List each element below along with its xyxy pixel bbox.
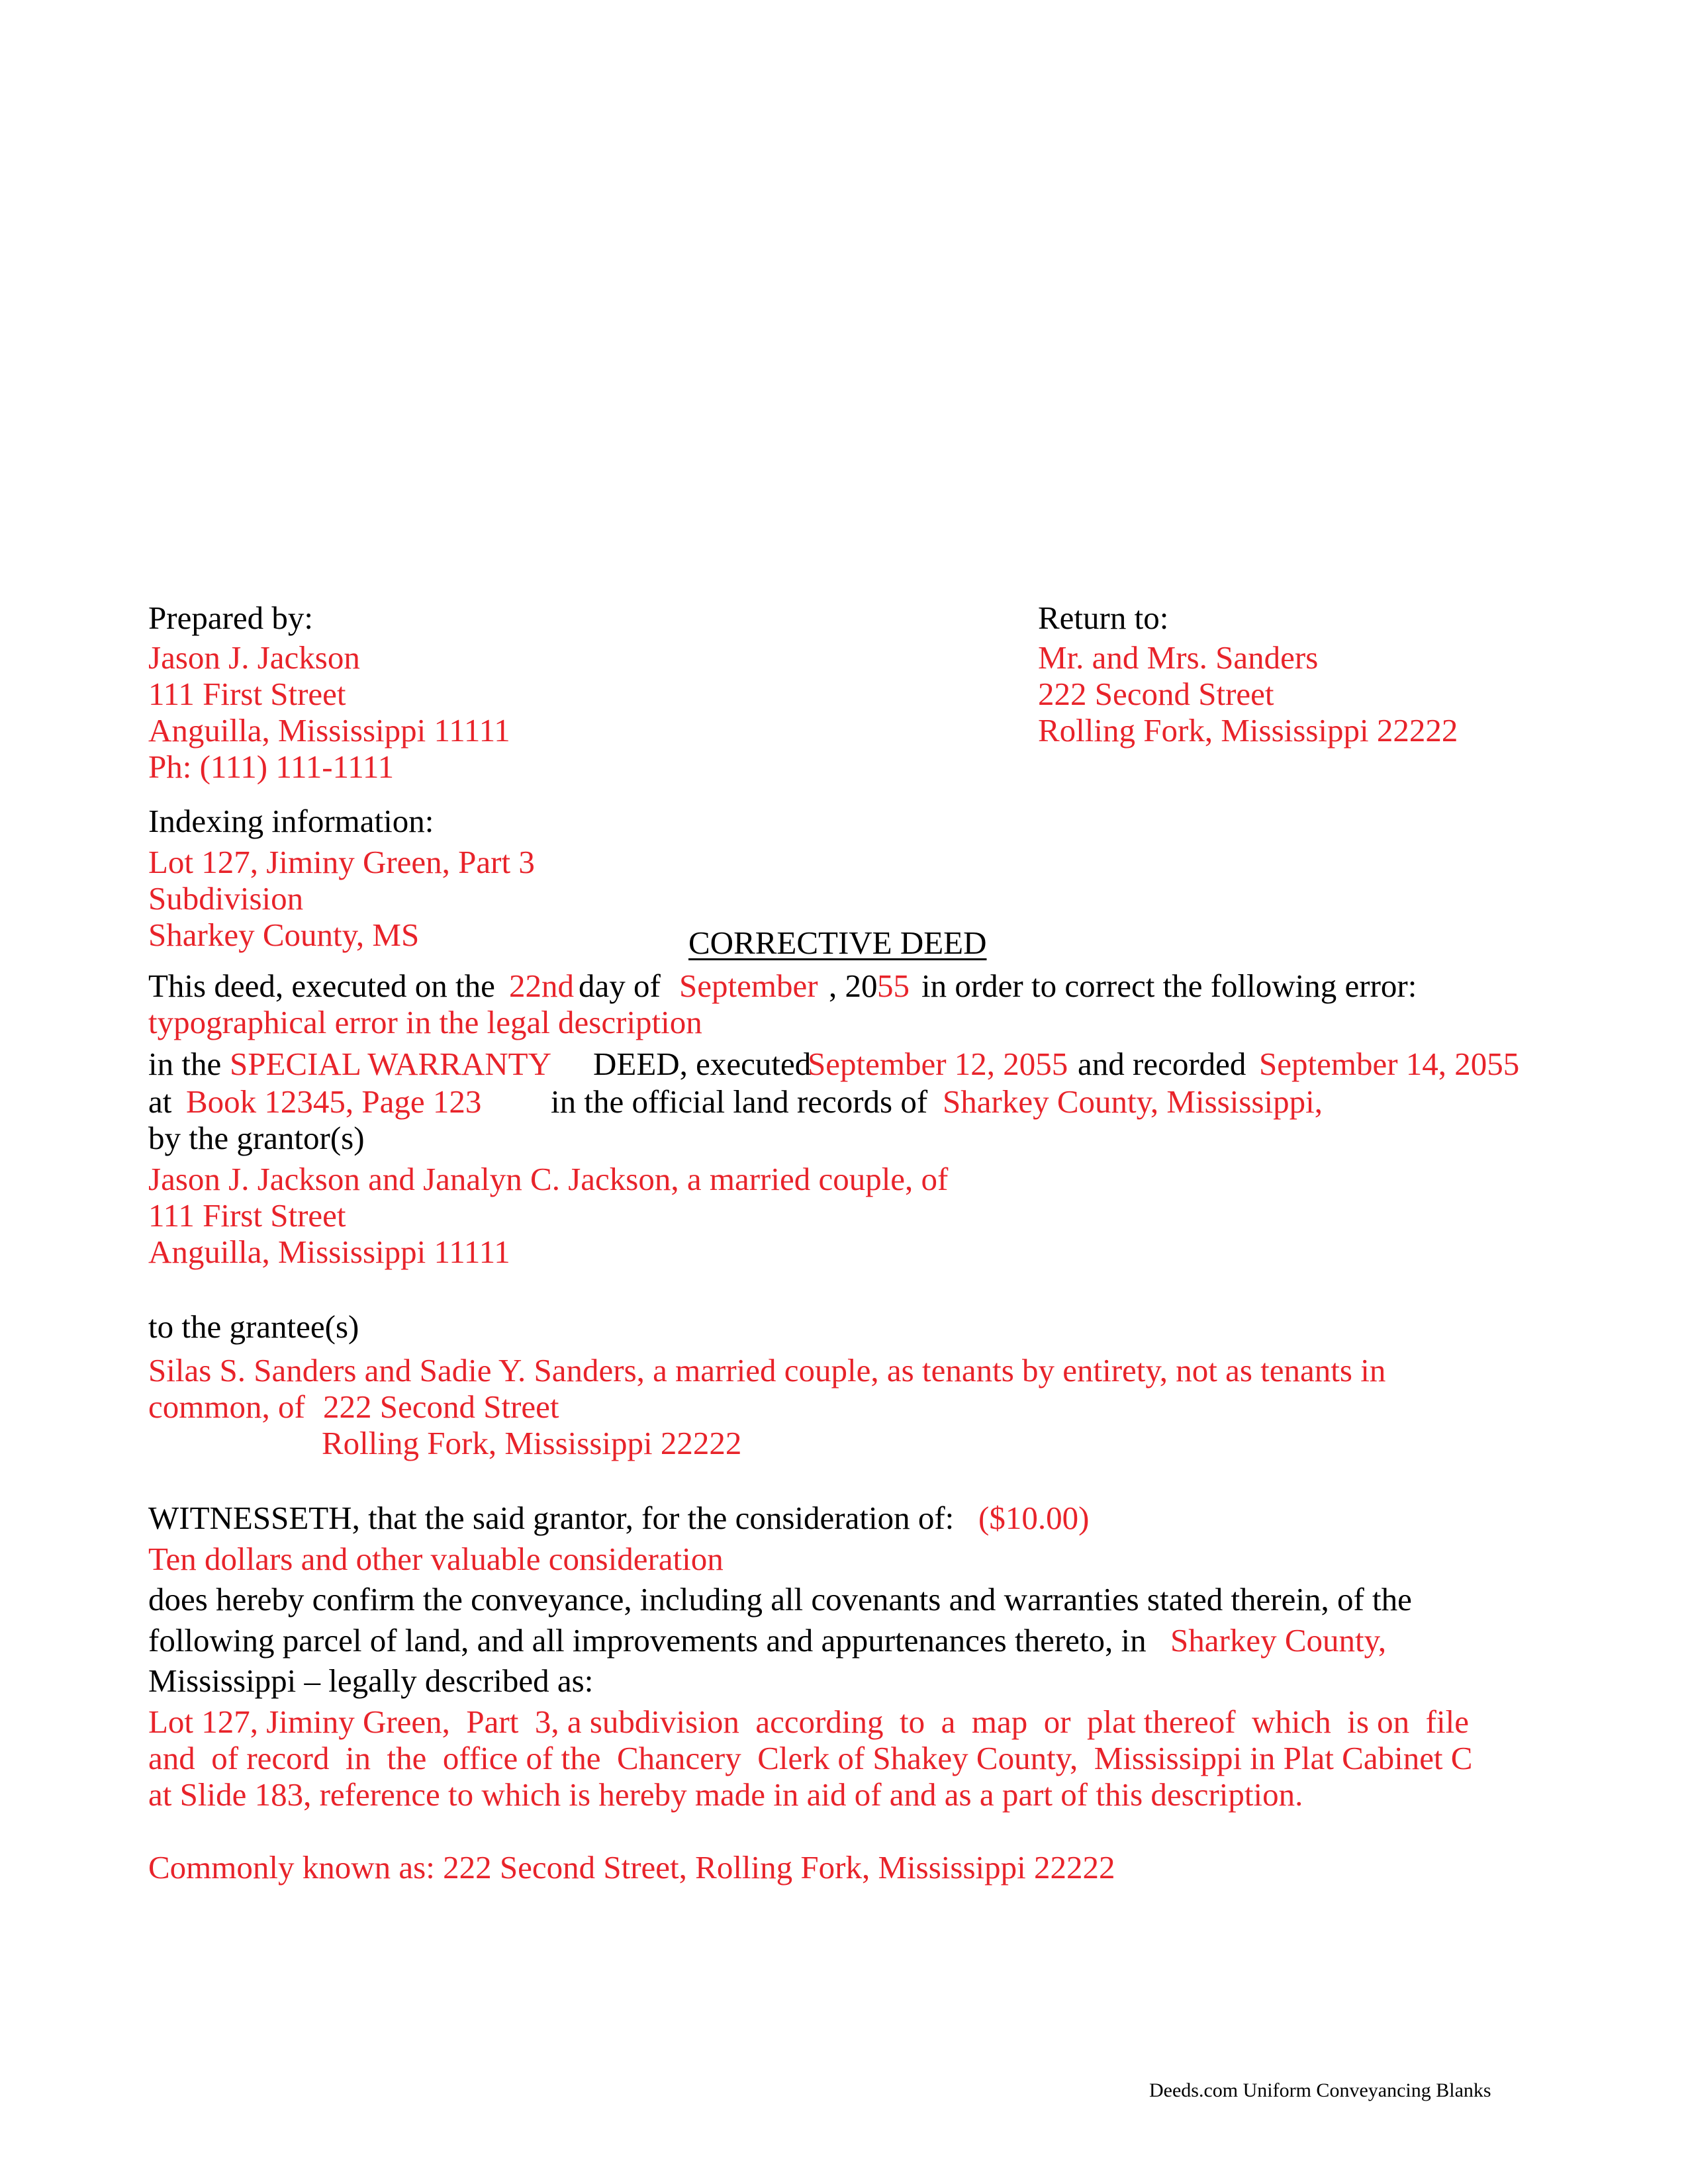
- consideration-words: Ten dollars and other valuable consideration: [148, 1541, 724, 1577]
- prior-deed-text-in-the: in the: [148, 1046, 222, 1082]
- deed-title: CORRECTIVE DEED: [688, 925, 987, 961]
- footer-text: Deeds.com Uniform Conveyancing Blanks: [1149, 2079, 1491, 2101]
- execution-text-1: This deed, executed on the: [148, 968, 495, 1004]
- error-description: typographical error in the legal description: [148, 1004, 702, 1040]
- indexing-label: Indexing information:: [148, 803, 434, 839]
- prior-deed-book-page: Book 12345, Page 123: [186, 1083, 482, 1120]
- return-to-label: Return to:: [1038, 600, 1169, 636]
- prior-deed-text-at: at: [148, 1083, 172, 1120]
- legal-description-line2: and of record in the office of the Chancery Clerk of Shakey County, Mississippi in Plat Cabinet C: [148, 1740, 1473, 1776]
- prepared-by-name: Jason J. Jackson: [148, 639, 360, 676]
- grantee-city: Rolling Fork, Mississippi 22222: [322, 1425, 742, 1461]
- confirm-line1: does hereby confirm the conveyance, including all covenants and warranties stated therein, of the: [148, 1581, 1412, 1617]
- return-to-city: Rolling Fork, Mississippi 22222: [1038, 712, 1458, 749]
- prior-deed-text-recorded: and recorded: [1078, 1046, 1246, 1082]
- indexing-line2: Subdivision: [148, 880, 304, 917]
- prepared-by-phone: Ph: (111) 111-1111: [148, 749, 395, 785]
- execution-text-3: , 20: [829, 968, 878, 1004]
- indexing-line1: Lot 127, Jiminy Green, Part 3: [148, 844, 535, 880]
- consideration-amount: ($10.00): [978, 1500, 1090, 1536]
- confirm-line3: Mississippi – legally described as:: [148, 1662, 594, 1699]
- prior-deed-executed-date: September 12, 2055: [808, 1046, 1068, 1082]
- prepared-by-street: 111 First Street: [148, 676, 346, 712]
- legal-description-line3: at Slide 183, reference to which is hereby made in aid of and as a part of this description.: [148, 1776, 1303, 1813]
- execution-day: 22nd: [509, 968, 574, 1004]
- return-to-street: 222 Second Street: [1038, 676, 1274, 712]
- prior-deed-type: SPECIAL WARRANTY: [230, 1046, 551, 1082]
- execution-text-2: day of: [579, 968, 661, 1004]
- execution-month: September: [679, 968, 818, 1004]
- grantor-names: Jason J. Jackson and Janalyn C. Jackson, a married couple, of: [148, 1161, 949, 1197]
- commonly-known-as: Commonly known as: 222 Second Street, Rolling Fork, Mississippi 22222: [148, 1849, 1115, 1886]
- prepared-by-city: Anguilla, Mississippi 11111: [148, 712, 510, 749]
- witnesseth-text: WITNESSETH, that the said grantor, for the consideration of:: [148, 1500, 955, 1536]
- prior-deed-text-executed: DEED, executed: [593, 1046, 812, 1082]
- prior-deed-county: Sharkey County, Mississippi,: [943, 1083, 1323, 1120]
- confirm-county: Sharkey County,: [1170, 1622, 1387, 1659]
- indexing-line3: Sharkey County, MS: [148, 917, 420, 953]
- prepared-by-label: Prepared by:: [148, 600, 313, 636]
- confirm-line2: following parcel of land, and all improvements and appurtenances thereto, in: [148, 1622, 1147, 1659]
- legal-description-line1: Lot 127, Jiminy Green, Part 3, a subdivision according to a map or plat thereof which is on file: [148, 1704, 1469, 1740]
- grantor-street: 111 First Street: [148, 1197, 346, 1234]
- grantee-label: to the grantee(s): [148, 1308, 359, 1345]
- grantor-city: Anguilla, Mississippi 11111: [148, 1234, 510, 1270]
- grantee-line2-prefix: common, of: [148, 1388, 305, 1425]
- return-to-name: Mr. and Mrs. Sanders: [1038, 639, 1319, 676]
- prior-deed-text-records: in the official land records of: [551, 1083, 928, 1120]
- grantor-label: by the grantor(s): [148, 1120, 365, 1156]
- prior-deed-recorded-date: September 14, 2055: [1259, 1046, 1520, 1082]
- grantee-street: 222 Second Street: [323, 1388, 559, 1425]
- execution-text-4: in order to correct the following error:: [921, 968, 1417, 1004]
- execution-year-suffix: 55: [877, 968, 910, 1004]
- grantee-line1: Silas S. Sanders and Sadie Y. Sanders, a married couple, as tenants by entirety, not as tenants in: [148, 1352, 1386, 1388]
